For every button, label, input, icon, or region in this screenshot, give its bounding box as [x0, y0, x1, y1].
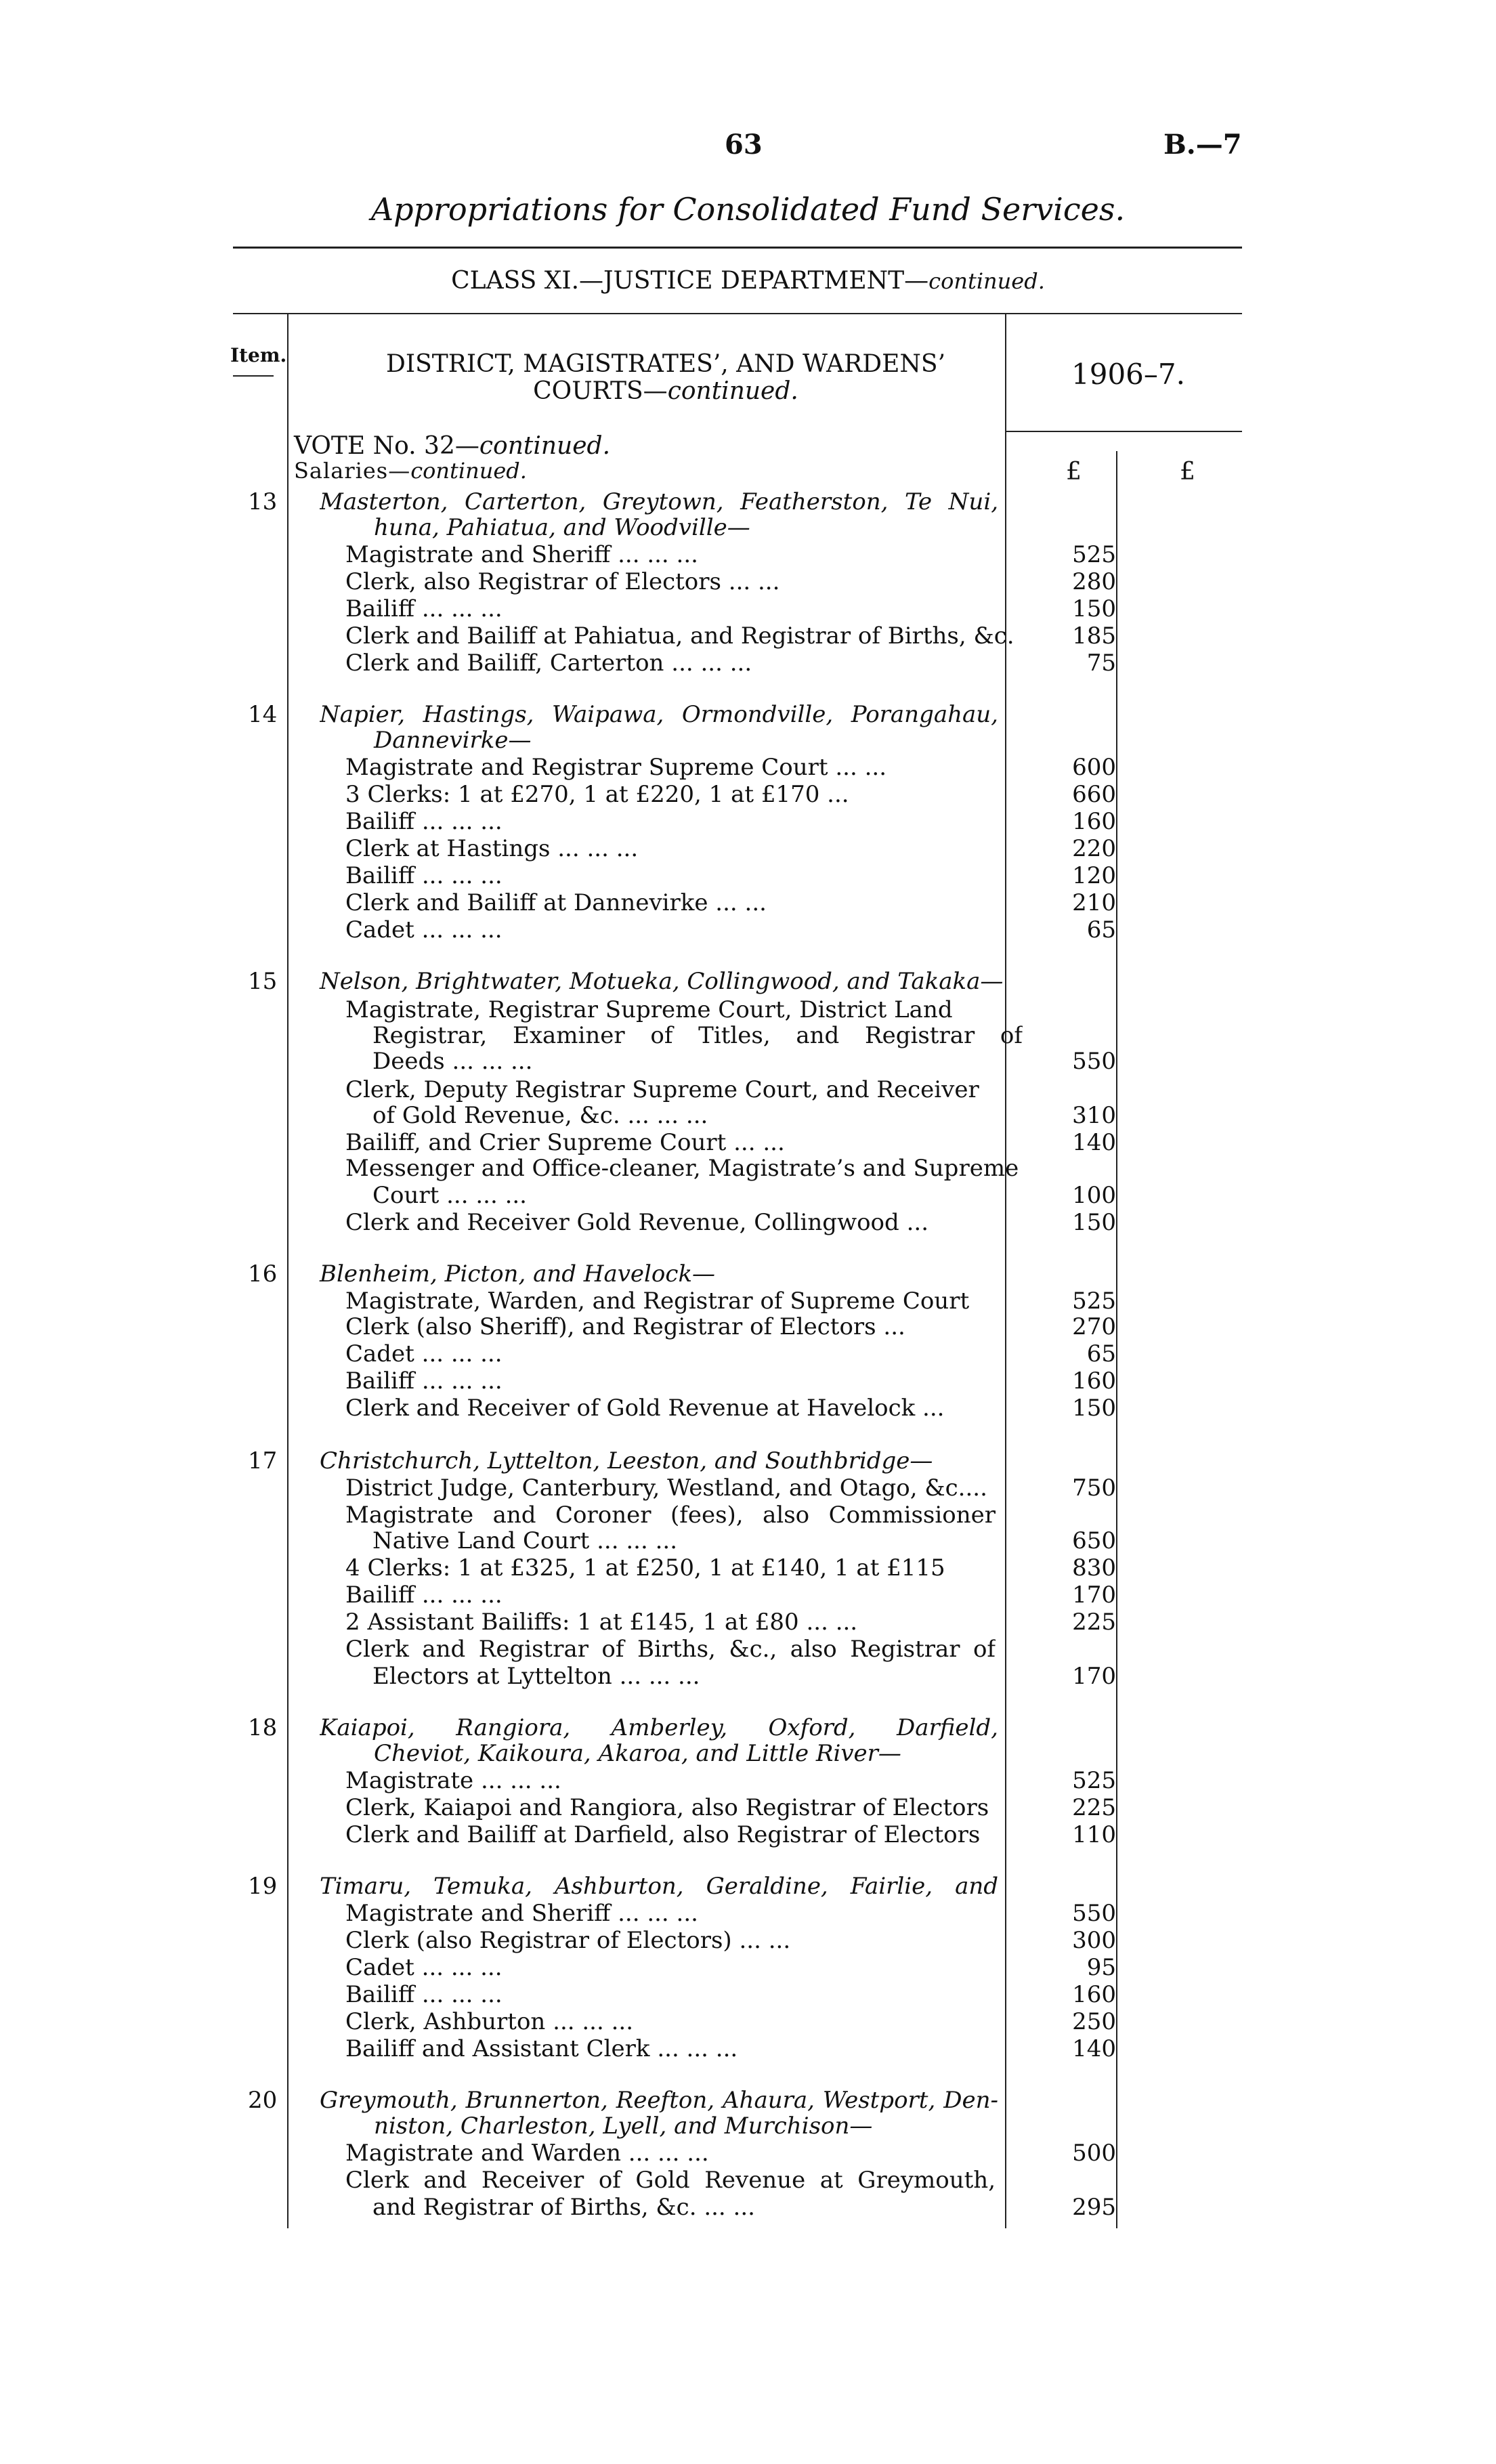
row-description: Clerk, Deputy Registrar Supreme Court, and Receiver	[345, 1076, 979, 1103]
salaries-heading	[294, 458, 527, 484]
class-heading-suffix: continued.	[928, 268, 1045, 294]
row-description: Nelson, Brightwater, Motueka, Collingwood, and Takaka—	[320, 968, 1004, 995]
amount-value: 170	[1072, 1581, 1116, 1609]
table-row	[0, 2194, 1496, 2221]
row-description: Clerk, Kaiapoi and Rangiora, also Registrar of Electors	[345, 1794, 989, 1821]
amount-value: 95	[1086, 1954, 1116, 1981]
table-row	[0, 917, 1496, 943]
row-description: Clerk and Registrar of Births, &c., also Registrar of	[345, 1636, 996, 1663]
section-heading-line2	[324, 378, 1008, 405]
currency-header-amount: £	[1066, 458, 1082, 486]
amount-value: 525	[1072, 1288, 1116, 1315]
table-row	[0, 1314, 1496, 1340]
table-row	[0, 1395, 1496, 1422]
table-row	[0, 1288, 1496, 1315]
table-row	[0, 1982, 1496, 2008]
row-description: Dannevirke—	[374, 727, 532, 754]
row-description: Kaiapoi, Rangiora, Amberley, Oxford, Darfield,	[320, 1715, 998, 1741]
row-description: 3 Clerks: 1 at £270, 1 at £220, 1 at £170 ...	[345, 781, 849, 808]
table-row	[0, 515, 1496, 541]
salaries-heading-suffix: continued.	[410, 458, 527, 484]
vote-heading-suffix: continued.	[479, 432, 611, 460]
row-description: Clerk (also Sheriff), and Registrar of Electors ...	[345, 1313, 905, 1340]
row-description: Cheviot, Kaikoura, Akaroa, and Little River—	[374, 1740, 901, 1767]
class-heading	[0, 267, 1496, 295]
table-row	[0, 1555, 1496, 1581]
row-description: Blenheim, Picton, and Havelock—	[320, 1260, 716, 1288]
section-heading-line1: DISTRICT, MAGISTRATES’, AND WARDENS’	[385, 350, 946, 378]
table-row	[0, 1210, 1496, 1236]
table-row	[0, 650, 1496, 677]
table-row	[0, 782, 1496, 808]
amount-value: 310	[1072, 1102, 1116, 1129]
amount-value: 150	[1072, 1209, 1116, 1236]
salaries-heading-label: Salaries—	[294, 458, 411, 484]
table-row	[0, 1155, 1496, 1182]
row-description: Clerk, Ashburton ... ... ...	[345, 2008, 634, 2035]
section-heading-suffix: continued.	[667, 377, 798, 405]
table-row	[0, 997, 1496, 1023]
amount-value: 210	[1072, 889, 1116, 916]
amount-value: 225	[1072, 1794, 1116, 1821]
table-row	[0, 1103, 1496, 1129]
table-row	[0, 1448, 1496, 1474]
table-row	[0, 1502, 1496, 1529]
table-row	[0, 1368, 1496, 1395]
year-rule	[1005, 431, 1242, 432]
item-number: 20	[248, 2087, 278, 2114]
table-row	[0, 1048, 1496, 1075]
vote-heading-label: VOTE No. 32—	[294, 432, 479, 460]
row-description: huna, Pahiatua, and Woodville—	[374, 514, 750, 541]
row-description: Messenger and Office-cleaner, Magistrate’s and Supreme	[345, 1155, 1019, 1182]
row-description: 4 Clerks: 1 at £325, 1 at £250, 1 at £140, 1 at £115	[345, 1554, 945, 1581]
amount-value: 280	[1072, 568, 1116, 595]
table-row	[0, 1183, 1496, 1209]
section-heading-courts: COURTS—	[533, 377, 668, 405]
document-code: B.—7	[1163, 129, 1242, 161]
row-description: Magistrate and Sheriff ... ... ...	[345, 541, 698, 568]
row-description: Magistrate and Sheriff ... ... ...	[345, 1900, 698, 1927]
amount-value: 110	[1072, 1821, 1116, 1848]
row-description: Magistrate ... ... ...	[345, 1767, 561, 1794]
table-row	[0, 2009, 1496, 2035]
amount-value: 150	[1072, 1395, 1116, 1422]
row-description: Magistrate and Coroner (fees), also Commissioner	[345, 1502, 996, 1529]
amount-value: 100	[1072, 1182, 1116, 1209]
table-row	[0, 755, 1496, 781]
row-description: Clerk (also Registrar of Electors) ... ...	[345, 1927, 791, 1954]
section-heading	[324, 351, 1008, 405]
table-row	[0, 2087, 1496, 2114]
item-number: 17	[248, 1447, 278, 1474]
row-description: Clerk and Bailiff, Carterton ... ... ...	[345, 650, 752, 677]
table-row	[0, 1873, 1496, 1900]
row-description: Bailiff ... ... ...	[345, 1581, 503, 1609]
row-description: Magistrate, Warden, and Registrar of Supreme Court	[345, 1288, 970, 1315]
amount-value: 660	[1072, 781, 1116, 808]
item-number: 15	[248, 968, 278, 995]
table-row	[0, 1341, 1496, 1367]
row-description: Bailiff and Assistant Clerk ... ... ...	[345, 2035, 738, 2062]
row-description: Magistrate and Registrar Supreme Court ... ...	[345, 754, 886, 781]
row-description: Clerk and Receiver of Gold Revenue at Havelock ...	[345, 1395, 945, 1422]
row-description: Timaru, Temuka, Ashburton, Geraldine, Fairlie, and	[320, 1873, 998, 1900]
row-description: Clerk and Bailiff at Dannevirke ... ...	[345, 889, 767, 916]
item-number: 14	[248, 701, 278, 728]
row-description: Christchurch, Lyttelton, Leeston, and Southbridge—	[320, 1447, 933, 1474]
table-row	[0, 890, 1496, 916]
amount-value: 75	[1086, 650, 1116, 677]
table-row	[0, 727, 1496, 754]
amount-value: 160	[1072, 808, 1116, 835]
amount-value: 270	[1072, 1313, 1116, 1340]
row-description: Clerk and Receiver Gold Revenue, Collingwood ...	[345, 1209, 929, 1236]
row-description: Cadet ... ... ...	[345, 1954, 503, 1981]
amount-value: 500	[1072, 2140, 1116, 2167]
row-description: Court ... ... ...	[372, 1182, 527, 1209]
table-row	[0, 1475, 1496, 1502]
table-row	[0, 969, 1496, 995]
row-description: Cadet ... ... ...	[345, 916, 503, 943]
table-row	[0, 809, 1496, 835]
table-row	[0, 623, 1496, 650]
table-row	[0, 596, 1496, 622]
table-row	[0, 1928, 1496, 1954]
table-row	[0, 1609, 1496, 1636]
table-row	[0, 2140, 1496, 2167]
item-number: 13	[248, 488, 278, 515]
table-row	[0, 1077, 1496, 1103]
table-row	[0, 1768, 1496, 1794]
table-row	[0, 2113, 1496, 2140]
item-number: 18	[248, 1714, 278, 1741]
amount-value: 170	[1072, 1663, 1116, 1690]
table-row	[0, 1130, 1496, 1156]
page-title: Appropriations for Consolidated Fund Services.	[370, 191, 1126, 228]
table-row	[0, 836, 1496, 862]
amount-value: 550	[1072, 1048, 1116, 1075]
table-row	[0, 863, 1496, 889]
amount-value: 120	[1072, 862, 1116, 889]
row-description: Registrar, Examiner of Titles, and Registrar of	[372, 1023, 1023, 1049]
table-row	[0, 1715, 1496, 1741]
amount-value: 750	[1072, 1474, 1116, 1502]
table-row	[0, 1900, 1496, 1927]
amount-value: 300	[1072, 1927, 1116, 1954]
amount-value: 140	[1072, 1129, 1116, 1156]
amount-value: 220	[1072, 835, 1116, 862]
table-row	[0, 1636, 1496, 1663]
amount-value: 65	[1086, 916, 1116, 943]
table-row	[0, 542, 1496, 568]
amount-value: 525	[1072, 541, 1116, 568]
row-description: of Gold Revenue, &c. ... ... ...	[372, 1102, 708, 1129]
row-description: niston, Charleston, Lyell, and Murchison—	[374, 2112, 873, 2140]
row-description: Bailiff, and Crier Supreme Court ... ...	[345, 1129, 785, 1156]
item-column-header: Item.	[230, 344, 287, 366]
table-row	[0, 2167, 1496, 2194]
row-description: Greymouth, Brunnerton, Reefton, Ahaura, Westport, Den-	[320, 2087, 998, 2114]
table-row	[0, 1528, 1496, 1554]
table-row	[0, 1741, 1496, 1767]
amount-value: 160	[1072, 1367, 1116, 1395]
amount-value: 185	[1072, 622, 1116, 650]
table-row	[0, 569, 1496, 595]
row-description: Magistrate and Warden ... ... ...	[345, 2140, 709, 2167]
row-description: Bailiff ... ... ...	[345, 808, 503, 835]
row-description: Cadet ... ... ...	[345, 1340, 503, 1367]
item-number: 16	[248, 1260, 278, 1288]
table-row	[0, 489, 1496, 515]
row-description: Clerk and Bailiff at Darfield, also Registrar of Electors	[345, 1821, 981, 1848]
row-description: Native Land Court ... ... ...	[372, 1527, 678, 1554]
amount-value: 150	[1072, 595, 1116, 622]
amount-value: 650	[1072, 1527, 1116, 1554]
row-description: Napier, Hastings, Waipawa, Ormondville, Porangahau,	[320, 702, 998, 728]
table-row	[0, 2036, 1496, 2062]
amount-value: 600	[1072, 754, 1116, 781]
amount-value: 160	[1072, 1981, 1116, 2008]
page-number: 63	[725, 129, 763, 161]
row-description: and Registrar of Births, &c. ... ...	[372, 2194, 755, 2221]
table-row	[0, 702, 1496, 728]
row-description: Clerk, also Registrar of Electors ... ...	[345, 568, 780, 595]
amount-value: 250	[1072, 2008, 1116, 2035]
amount-value: 225	[1072, 1609, 1116, 1636]
title-rule	[233, 247, 1242, 249]
table-row	[0, 1822, 1496, 1848]
table-top-rule	[233, 313, 1242, 314]
row-description: District Judge, Canterbury, Westland, and Otago, &c....	[345, 1474, 987, 1502]
row-description: Masterton, Carterton, Greytown, Featherston, Te Nui,	[320, 489, 998, 515]
row-description: Bailiff ... ... ...	[345, 862, 503, 889]
row-description: Bailiff ... ... ...	[345, 1367, 503, 1395]
row-description: Bailiff ... ... ...	[345, 1981, 503, 2008]
amount-value: 65	[1086, 1340, 1116, 1367]
table-row	[0, 1261, 1496, 1288]
row-description: 2 Assistant Bailiffs: 1 at £145, 1 at £80 ... ...	[345, 1609, 858, 1636]
table-row	[0, 1955, 1496, 1981]
amount-value: 550	[1072, 1900, 1116, 1927]
currency-header-total: £	[1180, 458, 1195, 486]
table-row	[0, 1663, 1496, 1690]
amount-value: 295	[1072, 2194, 1116, 2221]
row-description: Deeds ... ... ...	[372, 1048, 533, 1075]
amount-value: 140	[1072, 2035, 1116, 2062]
table-row	[0, 1582, 1496, 1609]
row-description: Bailiff ... ... ...	[345, 595, 503, 622]
class-heading-main: CLASS XI.—JUSTICE DEPARTMENT—	[451, 267, 929, 295]
row-description: Electors at Lyttelton ... ... ...	[372, 1663, 700, 1690]
amount-value: 830	[1072, 1554, 1116, 1581]
amount-value: 525	[1072, 1767, 1116, 1794]
row-description: Clerk at Hastings ... ... ...	[345, 835, 639, 862]
vote-heading	[294, 432, 610, 460]
item-head-rule	[233, 375, 274, 377]
table-row	[0, 1795, 1496, 1821]
row-description: Clerk and Receiver of Gold Revenue at Greymouth,	[345, 2167, 996, 2194]
item-number: 19	[248, 1873, 278, 1900]
row-description: Clerk and Bailiff at Pahiatua, and Registrar of Births, &c.	[345, 622, 1014, 650]
table-row	[0, 1023, 1496, 1049]
year-header: 1906–7.	[1071, 358, 1185, 391]
row-description: Magistrate, Registrar Supreme Court, District Land	[345, 996, 953, 1023]
